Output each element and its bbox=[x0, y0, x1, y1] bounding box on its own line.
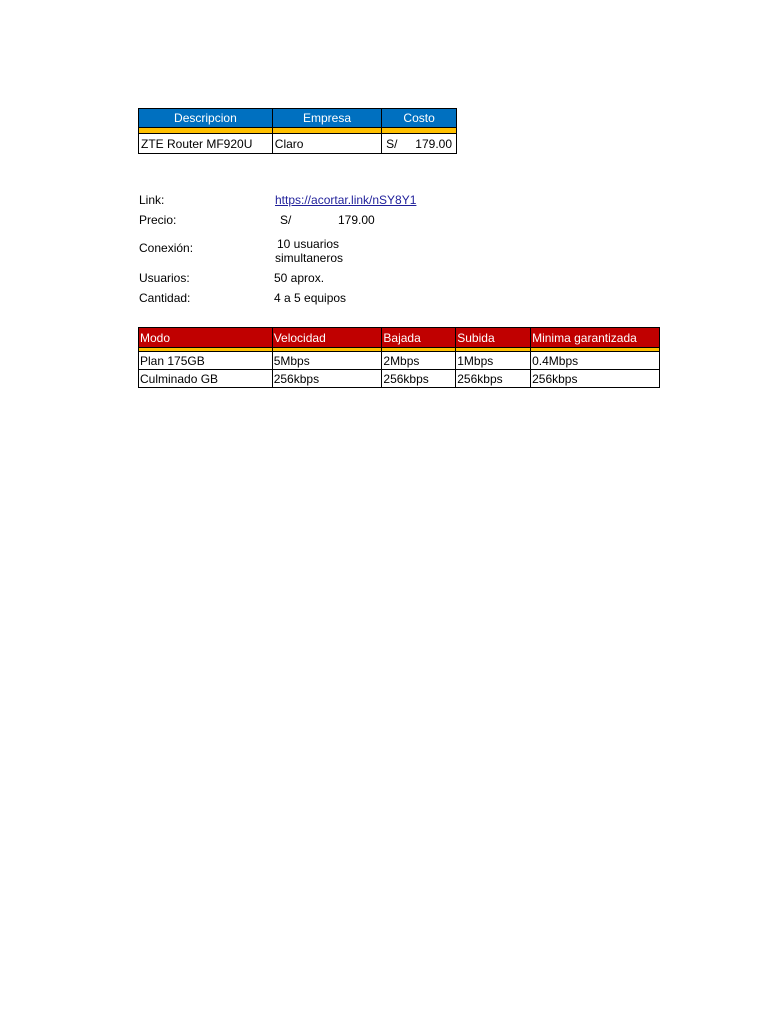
header-bajada: Bajada bbox=[382, 328, 456, 348]
product-row bbox=[139, 134, 457, 154]
header-modo: Modo bbox=[139, 328, 273, 348]
info-cantidad-value: 4 a 5 equipos bbox=[274, 291, 347, 305]
table-row bbox=[139, 370, 660, 388]
cell-velocidad: 256kbps bbox=[272, 370, 382, 388]
cell-descripcion: ZTE Router MF920U bbox=[139, 134, 273, 154]
cell-modo: Culminado GB bbox=[139, 370, 273, 388]
header-minima-garantizada: Minima garantizada bbox=[531, 328, 660, 348]
header-subida: Subida bbox=[456, 328, 531, 348]
info-link-value[interactable]: https://acortar.link/nSY8Y1 bbox=[275, 193, 417, 207]
info-precio-amount: 179.00 bbox=[338, 213, 375, 227]
header-velocidad: Velocidad bbox=[272, 328, 382, 348]
info-usuarios-label: Usuarios: bbox=[139, 271, 190, 285]
info-precio-label: Precio: bbox=[139, 213, 177, 227]
cell-subida: 256kbps bbox=[456, 370, 531, 388]
speed-header-row bbox=[139, 328, 660, 348]
cell-subida: 1Mbps bbox=[456, 352, 531, 370]
info-usuarios-value: 50 aprox. bbox=[274, 271, 325, 285]
cell-costo bbox=[382, 134, 457, 154]
product-header-row bbox=[139, 109, 457, 128]
cost-amount: 179.00 bbox=[415, 136, 452, 151]
info-conexion-value-1: 10 usuarios bbox=[277, 237, 340, 251]
info-conexion-value-2: simultaneros bbox=[275, 251, 344, 265]
cell-minima-garantizada: 256kbps bbox=[531, 370, 660, 388]
cell-minima-garantizada: 0.4Mbps bbox=[531, 352, 660, 370]
info-link-label: Link: bbox=[139, 193, 165, 207]
cell-velocidad: 5Mbps bbox=[272, 352, 382, 370]
header-empresa: Empresa bbox=[272, 109, 381, 128]
cell-empresa: Claro bbox=[272, 134, 381, 154]
table-row bbox=[139, 352, 660, 370]
header-descripcion: Descripcion bbox=[139, 109, 273, 128]
speed-table bbox=[138, 327, 660, 388]
header-costo: Costo bbox=[382, 109, 457, 128]
info-precio-currency: S/ bbox=[280, 213, 292, 227]
cell-modo: Plan 175GB bbox=[139, 352, 273, 370]
cell-bajada: 256kbps bbox=[382, 370, 456, 388]
product-table bbox=[138, 108, 457, 154]
cell-bajada: 2Mbps bbox=[382, 352, 456, 370]
cost-currency: S/ bbox=[386, 136, 398, 151]
info-conexion-label: Conexión: bbox=[139, 241, 194, 255]
info-cantidad-label: Cantidad: bbox=[139, 291, 191, 305]
